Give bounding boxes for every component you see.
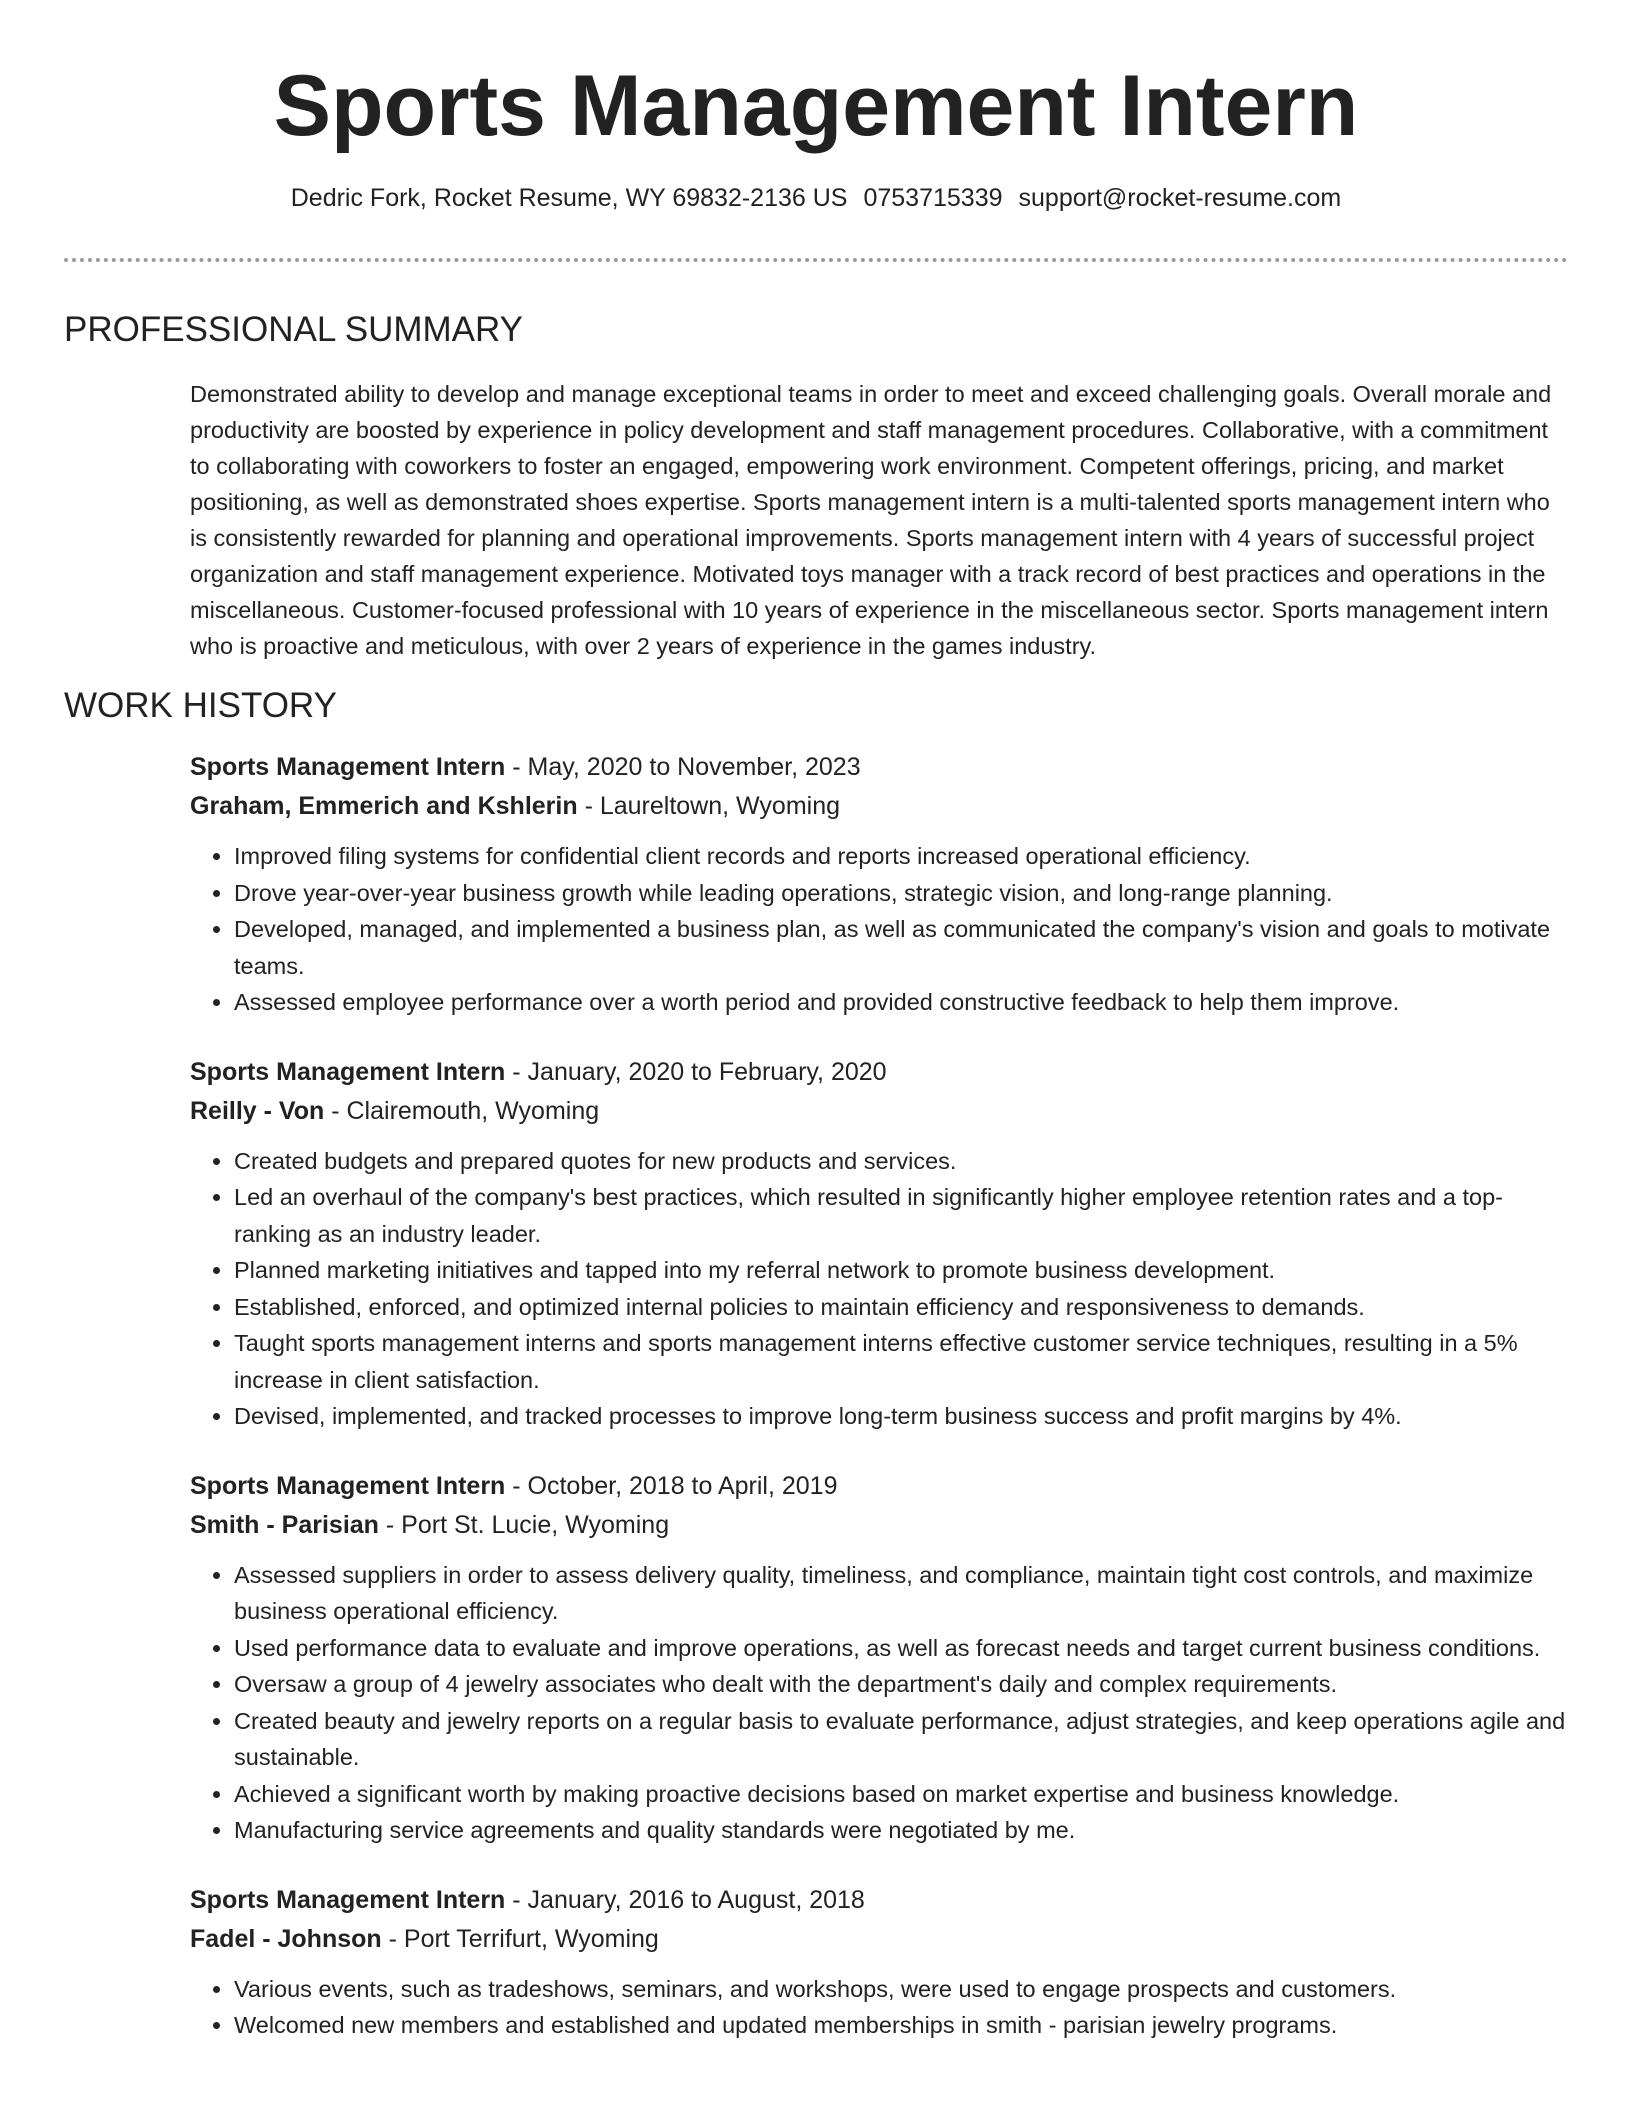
job-bullet: • Oversaw a group of 4 jewelry associates who dealt with the department's daily and complex requirements.: [234, 1666, 1568, 1703]
job-bullet: • Taught sports management interns and sports management interns effective customer service techniques, resulting in a 5% increase in client satisfaction.: [234, 1325, 1568, 1398]
job-bullet: • Improved filing systems for confidential client records and reports increased operational efficiency.: [234, 838, 1568, 875]
job-title: Sports Management Intern: [190, 1057, 506, 1086]
job-bullet: • Drove year-over-year business growth while leading operations, strategic vision, and long-range planning.: [234, 875, 1568, 912]
job-company: Reilly - Von: [190, 1096, 325, 1125]
job-location: - Clairemouth, Wyoming: [324, 1096, 600, 1125]
job-location: - Port Terrifurt, Wyoming: [381, 1924, 659, 1953]
job-dates: - May, 2020 to November, 2023: [505, 753, 861, 781]
job-company: Smith - Parisian: [190, 1510, 379, 1539]
job-location: - Laureltown, Wyoming: [577, 792, 841, 820]
job-entry: [190, 1881, 1568, 2044]
contact-address: Dedric Fork, Rocket Resume, WY 69832-2136 US: [290, 184, 848, 212]
work-history-heading: WORK HISTORY: [64, 686, 337, 725]
job-bullets: [190, 838, 1568, 1021]
job-entry: [190, 748, 1568, 1021]
summary-text: Demonstrated ability to develop and manage exceptional teams in order to meet and exceed challenging goals. Overall morale and productivity are boosted by experience in policy development and staff management procedures. Collaborative, with a commitment to collaborating with coworkers to foster an engaged, empowering work environment. Competent offerings, pricing, and market positioning, as well as demonstrated shoes expertise. Sports management intern is a multi-talented sports management intern who is consistently rewarded for planning and operational improvements. Sports management intern with 4 years of successful project organization and staff management experience. Motivated toys manager with a track record of best practices and operations in the miscellaneous. Customer-focused professional with 10 years of experience in the miscellaneous sector. Sports management intern who is proactive and meticulous, with over 2 years of experience in the games industry.: [190, 381, 1552, 659]
job-dates: - January, 2020 to February, 2020: [505, 1057, 887, 1086]
job-dates: - October, 2018 to April, 2019: [505, 1471, 838, 1500]
job-dates: - January, 2016 to August, 2018: [505, 1885, 865, 1914]
job-title: Sports Management Intern: [190, 753, 506, 781]
job-bullet: • Various events, such as tradeshows, seminars, and workshops, were used to engage prospects and customers.: [234, 1971, 1568, 2008]
job-company-line: [190, 1506, 1568, 1545]
job-title: Sports Management Intern: [190, 1471, 506, 1500]
job-title-line: [190, 748, 1568, 787]
contact-line: [64, 182, 1568, 214]
contact-phone: 0753715339: [863, 184, 1003, 212]
job-bullet: • Developed, managed, and implemented a business plan, as well as communicated the company's vision and goals to motivate teams.: [234, 911, 1568, 984]
job-bullets: [190, 1557, 1568, 1849]
job-bullet: • Achieved a significant worth by making proactive decisions based on market expertise and business knowledge.: [234, 1776, 1568, 1813]
job-bullets: [190, 1143, 1568, 1435]
job-bullet: • Planned marketing initiatives and tapped into my referral network to promote business development.: [234, 1252, 1568, 1289]
job-company-line: [190, 1920, 1568, 1959]
contact-email: support@rocket-resume.com: [1018, 184, 1342, 212]
summary-heading: PROFESSIONAL SUMMARY: [64, 310, 523, 349]
job-bullet: • Devised, implemented, and tracked processes to improve long-term business success and profit margins by 4%.: [234, 1398, 1568, 1435]
job-bullet: • Manufacturing service agreements and quality standards were negotiated by me.: [234, 1812, 1568, 1849]
job-bullet: • Created budgets and prepared quotes for new products and services.: [234, 1143, 1568, 1180]
header-divider: [64, 258, 1568, 262]
job-bullet: • Established, enforced, and optimized internal policies to maintain efficiency and responsiveness to demands.: [234, 1289, 1568, 1326]
job-company: Fadel - Johnson: [190, 1924, 382, 1953]
job-bullet: • Led an overhaul of the company's best practices, which resulted in significantly higher employee retention rates and a top-ranking as an industry leader.: [234, 1179, 1568, 1252]
job-entry: [190, 1053, 1568, 1435]
job-bullets: [190, 1971, 1568, 2044]
job-title-line: [190, 1881, 1568, 1920]
resume-page: [64, 0, 1568, 2112]
job-company-line: [190, 787, 1568, 826]
job-title: Sports Management Intern: [190, 1885, 506, 1914]
job-entry: [190, 1467, 1568, 1849]
job-company: Graham, Emmerich and Kshlerin: [190, 792, 578, 820]
job-location: - Port St. Lucie, Wyoming: [378, 1510, 670, 1539]
job-bullet: • Assessed employee performance over a worth period and provided constructive feedback to help them improve.: [234, 984, 1568, 1021]
job-company-line: [190, 1092, 1568, 1131]
job-title-line: [190, 1053, 1568, 1092]
job-title-line: [190, 1467, 1568, 1506]
resume-title: Sports Management Intern: [273, 58, 1359, 154]
job-bullet: • Created beauty and jewelry reports on a regular basis to evaluate performance, adjust strategies, and keep operations agile and sustainable.: [234, 1703, 1568, 1776]
job-bullet: • Used performance data to evaluate and improve operations, as well as forecast needs and target current business conditions.: [234, 1630, 1568, 1667]
job-bullet: • Welcomed new members and established and updated memberships in smith - parisian jewelry programs.: [234, 2007, 1568, 2044]
job-bullet: • Assessed suppliers in order to assess delivery quality, timeliness, and compliance, maintain tight cost controls, and maximize business operational efficiency.: [234, 1557, 1568, 1630]
